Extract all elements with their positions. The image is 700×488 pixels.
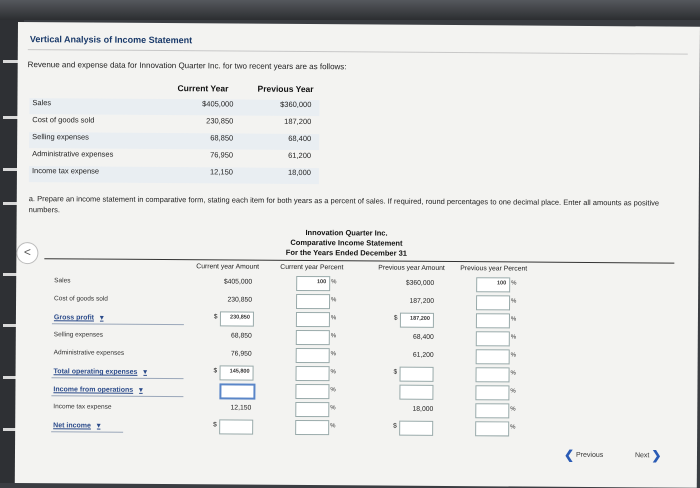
current-percent-input[interactable]: [295, 402, 329, 417]
current-amount: $405,000: [223, 278, 253, 286]
previous-percent-input[interactable]: [476, 331, 510, 346]
previous-amount: 187,200: [409, 297, 435, 305]
previous-percent-input[interactable]: [475, 421, 509, 436]
percent-sign: %: [331, 297, 337, 304]
title-divider: [28, 49, 688, 55]
row-label: Administrative expenses: [32, 149, 114, 159]
previous-amount: 68,400: [412, 333, 434, 341]
percent-sign: %: [330, 423, 336, 430]
row-label-select[interactable]: [53, 385, 142, 394]
selected-option: Income from operations: [53, 386, 134, 394]
percent-sign: %: [510, 352, 517, 359]
current-amount: 230,850: [227, 296, 253, 304]
row-label: Selling expenses: [53, 331, 103, 339]
instruction-text: a. Prepare an income statement in comparative form, stating each item for both years as a percent of sales. If required, round percentages to one decimal place. Enter all amounts as positive numbers.: [28, 194, 660, 215]
current-amount-input[interactable]: [219, 419, 253, 434]
input-value: 100: [496, 280, 507, 287]
previous-percent-input[interactable]: [476, 295, 510, 310]
row-label-select[interactable]: [54, 313, 104, 321]
percent-sign: %: [331, 279, 337, 286]
dropdown-caret-icon: ▾: [99, 314, 104, 322]
previous-value: 68,400: [288, 133, 312, 144]
previous-label: Previous: [575, 451, 604, 459]
statement-name: Comparative Income Statement: [290, 237, 403, 248]
dropdown-caret-icon: ▾: [139, 386, 143, 394]
current-value: 76,950: [210, 150, 234, 160]
dollar-sign: $: [393, 422, 397, 430]
company-name: Innovation Quarter Inc.: [305, 228, 388, 238]
row-label: Income tax expense: [53, 403, 112, 411]
header-previous-year: Previous Year: [257, 83, 314, 95]
col-header-current-percent: Current year Percent: [280, 263, 344, 272]
previous-percent-input[interactable]: [475, 367, 509, 382]
dropdown-caret-icon: ▾: [143, 368, 147, 376]
current-amount: 76,950: [230, 350, 252, 358]
statement-heading: [216, 227, 476, 259]
row-label: Sales: [32, 98, 52, 108]
next-button[interactable]: [635, 448, 662, 462]
previous-amount: 61,200: [412, 351, 434, 359]
previous-button[interactable]: [564, 448, 603, 462]
table-row: [29, 132, 319, 150]
current-percent-input[interactable]: [295, 384, 329, 399]
chevron-left-icon: ❮: [563, 447, 575, 462]
percent-sign: %: [511, 298, 517, 305]
current-amount-input[interactable]: [219, 383, 255, 399]
header-current-year: Current Year: [177, 83, 229, 94]
current-percent-input[interactable]: [296, 348, 330, 363]
previous-value: 187,200: [284, 116, 312, 127]
previous-amount-input[interactable]: [400, 313, 434, 328]
percent-sign: %: [510, 406, 516, 413]
row-label: Administrative expenses: [53, 349, 125, 357]
input-value: 230,850: [230, 314, 250, 321]
current-percent-input[interactable]: [296, 330, 330, 345]
question-panel: [15, 22, 700, 488]
selected-option: Total operating expenses: [53, 368, 138, 376]
input-value: 100: [316, 279, 327, 286]
current-amount: 68,850: [230, 332, 252, 340]
table-row: [29, 166, 319, 184]
current-percent-input[interactable]: [296, 294, 330, 309]
previous-value: $360,000: [280, 99, 312, 110]
current-amount: 12,150: [230, 404, 252, 412]
table-row: [29, 115, 319, 133]
row-label-select[interactable]: [53, 421, 100, 429]
percent-sign: %: [510, 334, 517, 341]
current-value: 230,850: [206, 116, 234, 126]
previous-amount: $360,000: [405, 279, 435, 287]
previous-percent-input[interactable]: [475, 403, 509, 418]
current-percent-input[interactable]: [295, 420, 329, 435]
collapse-panel-button[interactable]: <: [16, 242, 38, 264]
current-percent-input[interactable]: [296, 312, 330, 327]
input-value: 145,800: [229, 368, 250, 375]
input-value: 187,200: [410, 315, 430, 322]
page-title: Vertical Analysis of Income Statement: [29, 34, 193, 46]
selected-option: Gross profit: [53, 314, 95, 322]
percent-sign: %: [510, 424, 516, 431]
current-value: $405,000: [202, 99, 234, 109]
percent-sign: %: [330, 387, 336, 394]
dropdown-caret-icon: ▾: [96, 422, 101, 430]
dollar-sign: $: [393, 314, 398, 322]
table-row: [29, 149, 319, 167]
previous-percent-input[interactable]: [475, 385, 509, 400]
monitor-bezel-top: [0, 0, 700, 20]
col-header-previous-amount: Previous year Amount: [378, 264, 445, 272]
chevron-right-icon: ❯: [651, 448, 662, 463]
percent-sign: %: [330, 315, 337, 322]
percent-sign: %: [330, 333, 337, 340]
table-row: [29, 98, 319, 116]
previous-percent-input[interactable]: [476, 277, 510, 292]
percent-sign: %: [511, 280, 517, 287]
row-label: Sales: [54, 277, 71, 285]
previous-amount-input[interactable]: [399, 385, 433, 400]
next-label: Next: [634, 452, 650, 460]
previous-amount-input[interactable]: [399, 367, 433, 382]
given-data-table: [30, 82, 320, 178]
row-label-select[interactable]: [54, 367, 147, 376]
previous-value: 18,000: [287, 167, 311, 178]
current-value: 12,150: [209, 167, 233, 177]
percent-sign: %: [510, 316, 517, 323]
current-percent-input[interactable]: [296, 276, 330, 291]
percent-sign: %: [330, 369, 336, 376]
dollar-sign: $: [213, 313, 218, 321]
current-percent-input[interactable]: [296, 366, 330, 381]
percent-sign: %: [510, 388, 516, 395]
percent-sign: %: [330, 351, 337, 358]
current-value: 68,850: [210, 133, 234, 143]
dollar-sign: $: [213, 421, 217, 429]
current-amount-input[interactable]: [220, 311, 254, 326]
row-label: Income tax expense: [31, 166, 100, 176]
selected-option: Net income: [53, 422, 91, 430]
previous-percent-input[interactable]: [476, 349, 510, 364]
row-label: Cost of goods sold: [32, 115, 95, 125]
current-amount-input[interactable]: [220, 365, 254, 380]
row-label: Selling expenses: [32, 132, 89, 142]
intro-text: Revenue and expense data for Innovation Quarter Inc. for two recent years are as follows:: [27, 60, 347, 72]
percent-sign: %: [330, 405, 336, 412]
previous-amount-input[interactable]: [399, 421, 433, 436]
statement-period: For the Years Ended December 31: [285, 247, 408, 258]
previous-amount: 18,000: [412, 405, 434, 413]
dollar-sign: $: [393, 368, 398, 376]
col-header-previous-percent: Previous year Percent: [460, 265, 528, 273]
previous-percent-input[interactable]: [476, 313, 510, 328]
row-label: Cost of goods sold: [54, 295, 108, 303]
previous-value: 61,200: [288, 150, 312, 161]
dollar-sign: $: [213, 367, 218, 375]
statement-divider: [44, 258, 674, 263]
col-header-current-amount: Current year Amount: [196, 263, 260, 271]
statement-row-net-income: [43, 416, 673, 440]
percent-sign: %: [510, 370, 516, 377]
